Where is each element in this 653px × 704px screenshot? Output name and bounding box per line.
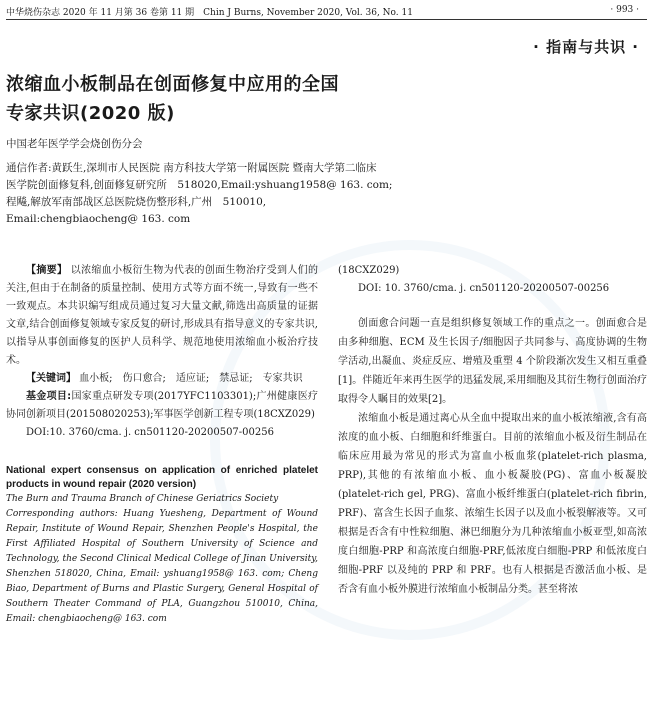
left-column (6, 262, 318, 627)
fund-continuation: (18CXZ029) (338, 265, 400, 276)
fund-paragraph (6, 388, 318, 424)
running-header: 中华烧伤杂志 2020 年 11 月第 36 卷第 11 期 Chin J Burns, November 2020, Vol. 36, No. 11 (6, 8, 413, 18)
section-label: · 指南与共识 · (533, 38, 639, 56)
abstract-paragraph (6, 262, 318, 370)
page-number: · 993 · (610, 5, 639, 15)
body-paragraph-2: 浓缩血小板是通过离心从全血中提取出来的血小板浓缩液,含有高浓度的血小板、白细胞和纤维蛋白。目前的浓缩血小板及衍生制品在临床应用最为常见的形式为富血小板血浆(platelet-rich plasma, PRP),其他的有浓缩血小板、血小板凝胶(PG)、富血小板凝胶(platelet-rich gel, PRG)、富血小板纤维蛋白(platelet-rich fibrin, PRF)、富含生长因子血浆、浓缩生长因子以及血小板裂解液等。又可根据是否含有中性粒细胞、淋巴细胞分为几种浓缩血小板亚型,如高浓度白细胞-PRP 和高浓度白细胞-PRF,低浓度白细胞-PRP 和低浓度白细胞-PRF 以及纯的 PRP 和 PRF。也有人根据是否激活血小板、是否含有血小板外膜进行浓缩血小板制品分类。甚至将浓 (338, 413, 647, 595)
fund-text: 国家重点研发专项(2017YFC1103301);广州健康医疗协同创新项目(201508020253);军事医学创新工程专项(18CXZ029) (6, 391, 318, 420)
doi-right: DOI: 10. 3760/cma. j. cn501120-20200507-00256 (358, 283, 610, 294)
abstract-label: 【摘要】 (26, 265, 68, 276)
corresponding-line1: 通信作者:黄跃生,深圳市人民医院 南方科技大学第一附属医院 暨南大学第二临床 (6, 162, 377, 174)
article-title-line1: 浓缩血小板制品在创面修复中应用的全国 (6, 74, 339, 95)
fund-label: 基金项目: (26, 391, 72, 402)
body-paragraph-1: 创面愈合问题一直是组织修复领域工作的重点之一。创面愈合是由多种细胞、ECM 及生长因子/细胞因子共同参与、高度协调的生物学活动,出凝血、炎症反应、增殖及重塑 4 个阶段渐次发生又相互重叠[1]。伴随近年来再生医学的迅猛发展,采用细胞及其衍生物行创面治疗取得令人瞩目的效果[2]。 (338, 318, 647, 405)
doi-left: DOI:10. 3760/cma. j. cn501120-20200507-00256 (26, 427, 274, 438)
corresponding-line3: 程飚,解放军南部战区总医院烧伤整形科,广州 510010, (6, 196, 267, 208)
corresponding-line2: 医学院创面修复科,创面修复研究所 518020,Email:yshuang1958@ 163. com; (6, 179, 393, 191)
header-rule (6, 19, 647, 20)
keywords-text: 血小板; 伤口愈合; 适应证; 禁忌证; 专家共识 (79, 373, 303, 384)
corresponding-line4: Email:chengbiaocheng@ 163. com (6, 213, 191, 225)
abstract-text: 以浓缩血小板衍生物为代表的创面生物治疗受到人们的关注,但由于在制备的质量控制、使用方式等方面不统一,导致有一些不一致观点。本共识编写组成员通过复习大量文献,筛选出高质量的证据文章,结合创面修复领域专家反复的研讨,形成具有指导意义的专家共识,以指导从事创面修复的医护人员科学、规范地使用浓缩血小板治疗技术。 (6, 265, 319, 366)
english-title: National expert consensus on application of enriched platelet products in wound repair (2020 version) (6, 465, 318, 490)
keywords-label: 【关键词】 (26, 373, 76, 384)
author-org: 中国老年医学学会烧创伤分会 (6, 138, 143, 150)
english-body: The Burn and Trauma Branch of Chinese Geriatrics Society Corresponding authors: Huang Yuesheng, Department of Wound Repair, Institute of Wound Repair, Shenzhen People's Hospital, the First Affiliated Hospital of Southern University of Science and Technology, the Second Clinical Medical College of Jinan University, Shenzhen 518020, China, Email: yshuang1958@ 163. com; Cheng Biao, Department of Burns and Plastic Surgery, General Hospital of Southern Theater Command of PLA, Guangzhou 510010, China, Email: chengbiaocheng@ 163. com (6, 494, 318, 624)
keywords-paragraph (6, 370, 318, 388)
article-title-line2: 专家共识(2020 版) (6, 103, 175, 124)
right-column (338, 262, 647, 599)
author-block (6, 136, 392, 228)
